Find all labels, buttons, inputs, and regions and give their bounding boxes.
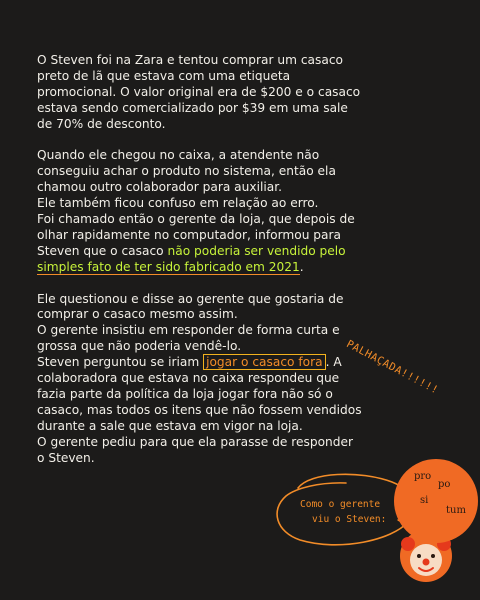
text-line: Foi chamado então o gerente da loja, que depois de	[37, 212, 355, 227]
note-line: viu o Steven:	[312, 514, 387, 525]
sticker-word: po	[438, 479, 451, 490]
text-line: promocional. O valor original era de $200 e o casaco	[37, 84, 361, 99]
text-line: chamou outro colaborador para auxiliar.	[37, 180, 282, 195]
text-line: O gerente insistiu em responder de forma curta e	[37, 323, 340, 338]
text-line: O gerente pediu para que ela parasse de responder	[37, 434, 354, 449]
paragraph-2	[37, 148, 377, 275]
text-line: de 70% de desconto.	[37, 116, 166, 131]
text-line: casaco, mas todos os itens que não fossem vendidos	[37, 402, 362, 417]
boxed-text: jogar o casaco fora	[203, 354, 326, 370]
text-line: comprar o casaco mesmo assim.	[37, 307, 238, 322]
text-line: fazia parte da política da loja jogar fora não só o	[37, 387, 333, 401]
paragraph-1	[37, 53, 377, 133]
text-segment: Steven que o casaco	[37, 243, 168, 258]
text-line: olhar rapidamente no computador, informou para	[37, 227, 341, 242]
palhacada-annotation: PALHAÇADA!!!!!!	[344, 338, 441, 397]
text-segment: Steven perguntou se iriam	[37, 355, 204, 370]
text-segment: . A	[325, 355, 342, 370]
note-line: Como o gerente	[300, 499, 381, 510]
text-line: grossa que não poderia vendê-lo.	[37, 339, 242, 354]
text-line	[37, 260, 377, 276]
text-line: preto de lã que estava com uma etiqueta	[37, 68, 291, 83]
proposition-sticker	[394, 459, 478, 543]
sticker-word: tum	[446, 505, 466, 516]
highlighted-text: não poderia ser vendido pelo	[167, 243, 346, 258]
story-text	[37, 53, 377, 482]
paragraph-3	[37, 292, 377, 467]
sticker-word: pro	[414, 471, 432, 482]
text-line: colaboradora que estava no caixa respondeu que	[37, 371, 340, 386]
text-line: Ele questionou e disse ao gerente que gostaria de	[37, 291, 344, 306]
text-line: o Steven.	[37, 450, 95, 465]
text-line: Quando ele chegou no caixa, a atendente não	[37, 148, 320, 163]
text-segment: .	[299, 259, 304, 274]
note-annotation	[300, 497, 386, 527]
text-line: conseguiu achar o produto no sistema, então ela	[37, 164, 336, 179]
text-line: Ele também ficou confuso em relação ao erro.	[37, 196, 319, 211]
sticker-word: si	[420, 495, 429, 506]
text-line	[37, 355, 377, 371]
text-line: estava sendo comercializado por $39 em uma sale	[37, 100, 348, 115]
text-line	[37, 244, 377, 260]
text-line: durante a sale que estava em vigor na loja.	[37, 418, 303, 433]
text-line: O Steven foi na Zara e tentou comprar um casaco	[37, 53, 343, 67]
highlighted-underlined-text: simples fato de ter sido fabricado em 2021	[37, 259, 300, 274]
